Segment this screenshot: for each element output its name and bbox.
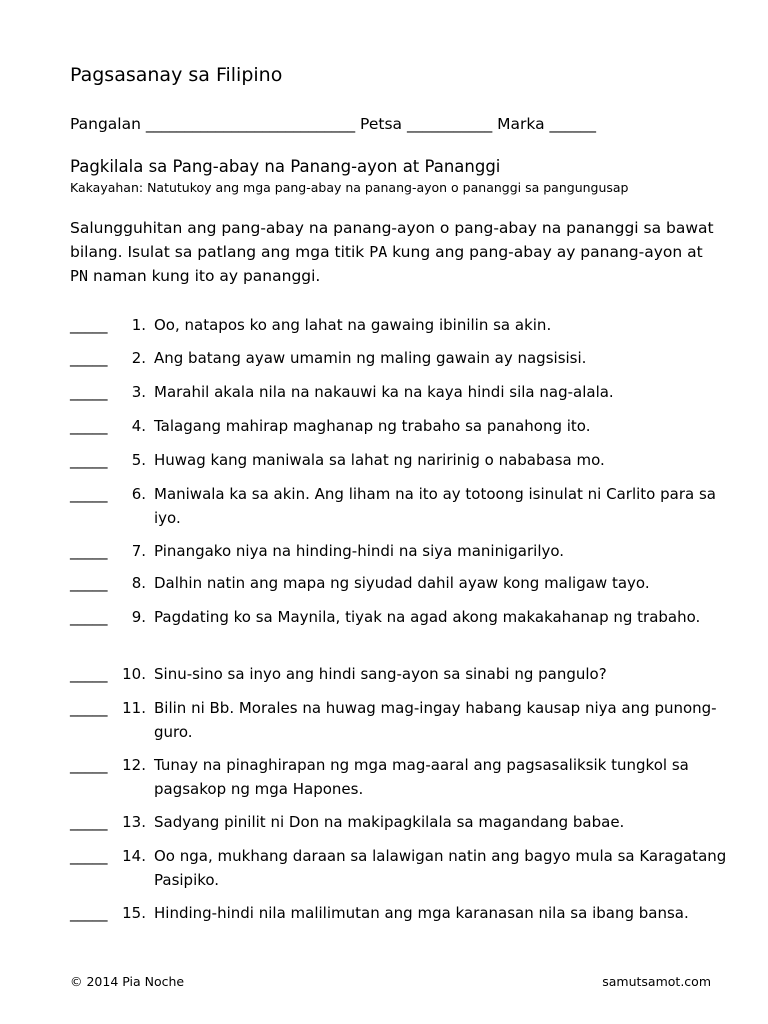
- section-title: Pagkilala sa Pang-abay na Panang-ayon at Pananggi: [70, 157, 501, 176]
- item-text: Ang batang ayaw umamin ng maling gawain ay nagsisisi.: [154, 349, 587, 367]
- item-text: Dalhin natin ang mapa ng siyudad dahil ayaw kong maligaw tayo.: [154, 574, 650, 592]
- exercise-item: [70, 380, 730, 404]
- exercise-item: [70, 810, 730, 834]
- exercise-item: [70, 313, 730, 337]
- item-text: Hinding-hindi nila malilimutan ang mga karanasan nila sa ibang bansa.: [154, 904, 689, 922]
- exercise-item: [70, 696, 730, 744]
- answer-blank: _____: [70, 813, 108, 831]
- item-number: 7.: [131, 542, 146, 560]
- answer-blank: _____: [70, 316, 108, 334]
- item-text: Pagdating ko sa Maynila, tiyak na agad akong makakahanap ng trabaho.: [154, 608, 701, 626]
- item-number: 12.: [122, 756, 146, 774]
- item-text: Bilin ni Bb. Morales na huwag mag-ingay habang kausap niya ang punong-guro.: [154, 699, 717, 741]
- site-footer: samutsamot.com: [602, 974, 711, 989]
- item-text: Sinu-sino sa inyo ang hindi sang-ayon sa sinabi ng pangulo?: [154, 665, 607, 683]
- exercise-item: [70, 448, 730, 472]
- answer-blank: _____: [70, 574, 108, 592]
- answer-blank: _____: [70, 349, 108, 367]
- item-number: 4.: [131, 417, 146, 435]
- exercise-item: [70, 901, 730, 925]
- answer-blank: _____: [70, 665, 108, 683]
- answer-blank: _____: [70, 485, 108, 503]
- item-number: 14.: [122, 847, 146, 865]
- item-number: 9.: [131, 608, 146, 626]
- page-title: Pagsasanay sa Filipino: [70, 64, 283, 86]
- exercise-item: [70, 539, 730, 563]
- item-number: 10.: [122, 665, 146, 683]
- item-number: 15.: [122, 904, 146, 922]
- answer-blank: _____: [70, 904, 108, 922]
- item-number: 8.: [131, 574, 146, 592]
- instructions-text-2: kung ang pang-abay ay panang-ayon at: [387, 243, 703, 261]
- exercise-item: [70, 571, 730, 595]
- answer-blank: _____: [70, 417, 108, 435]
- item-text: Tunay na pinaghirapan ng mga mag-aaral ang pagsasaliksik tungkol sa pagsakop ng mga Hapones.: [154, 756, 689, 798]
- answer-blank: _____: [70, 451, 108, 469]
- answer-blank: _____: [70, 847, 108, 865]
- exercise-item: [70, 346, 730, 370]
- exercise-item: [70, 844, 730, 892]
- item-text: Talagang mahirap maghanap ng trabaho sa panahong ito.: [154, 417, 591, 435]
- code-pn: PN: [70, 267, 89, 285]
- exercise-item: [70, 605, 730, 629]
- item-number: 2.: [131, 349, 146, 367]
- item-text: Pinangako niya na hinding-hindi na siya maninigarilyo.: [154, 542, 565, 560]
- instructions: [70, 216, 720, 288]
- answer-blank: _____: [70, 756, 108, 774]
- item-number: 3.: [131, 383, 146, 401]
- skill-description: Kakayahan: Natutukoy ang mga pang-abay na panang-ayon o pananggi sa pangungusap: [70, 180, 629, 195]
- item-number: 11.: [122, 699, 146, 717]
- exercise-item: [70, 662, 730, 686]
- item-number: 6.: [131, 485, 146, 503]
- instructions-text-1: Salungguhitan ang pang-abay na panang-ayon o pang-abay na pananggi sa bawat bilang. Isulat sa patlang ang mga titik: [70, 219, 714, 261]
- item-number: 5.: [131, 451, 146, 469]
- exercise-item: [70, 482, 730, 530]
- copyright-footer: © 2014 Pia Noche: [70, 974, 185, 989]
- item-number: 1.: [131, 316, 146, 334]
- name-date-score-line: Pangalan ___________________________ Petsa ___________ Marka ______: [70, 115, 597, 133]
- answer-blank: _____: [70, 383, 108, 401]
- answer-blank: _____: [70, 542, 108, 560]
- item-text: Huwag kang maniwala sa lahat ng naririnig o nababasa mo.: [154, 451, 605, 469]
- exercise-item: [70, 414, 730, 438]
- answer-blank: _____: [70, 699, 108, 717]
- instructions-text-3: naman kung ito ay pananggi.: [88, 267, 321, 285]
- item-text: Marahil akala nila na nakauwi ka na kaya hindi sila nag-alala.: [154, 383, 614, 401]
- item-text: Oo nga, mukhang daraan sa lalawigan natin ang bagyo mula sa Karagatang Pasipiko.: [154, 847, 727, 889]
- answer-blank: _____: [70, 608, 108, 626]
- item-text: Sadyang pinilit ni Don na makipagkilala sa magandang babae.: [154, 813, 625, 831]
- item-text: Maniwala ka sa akin. Ang liham na ito ay totoong isinulat ni Carlito para sa iyo.: [154, 485, 716, 527]
- code-pa: PA: [369, 243, 388, 261]
- exercise-item: [70, 753, 730, 801]
- item-text: Oo, natapos ko ang lahat na gawaing ibinilin sa akin.: [154, 316, 552, 334]
- item-number: 13.: [122, 813, 146, 831]
